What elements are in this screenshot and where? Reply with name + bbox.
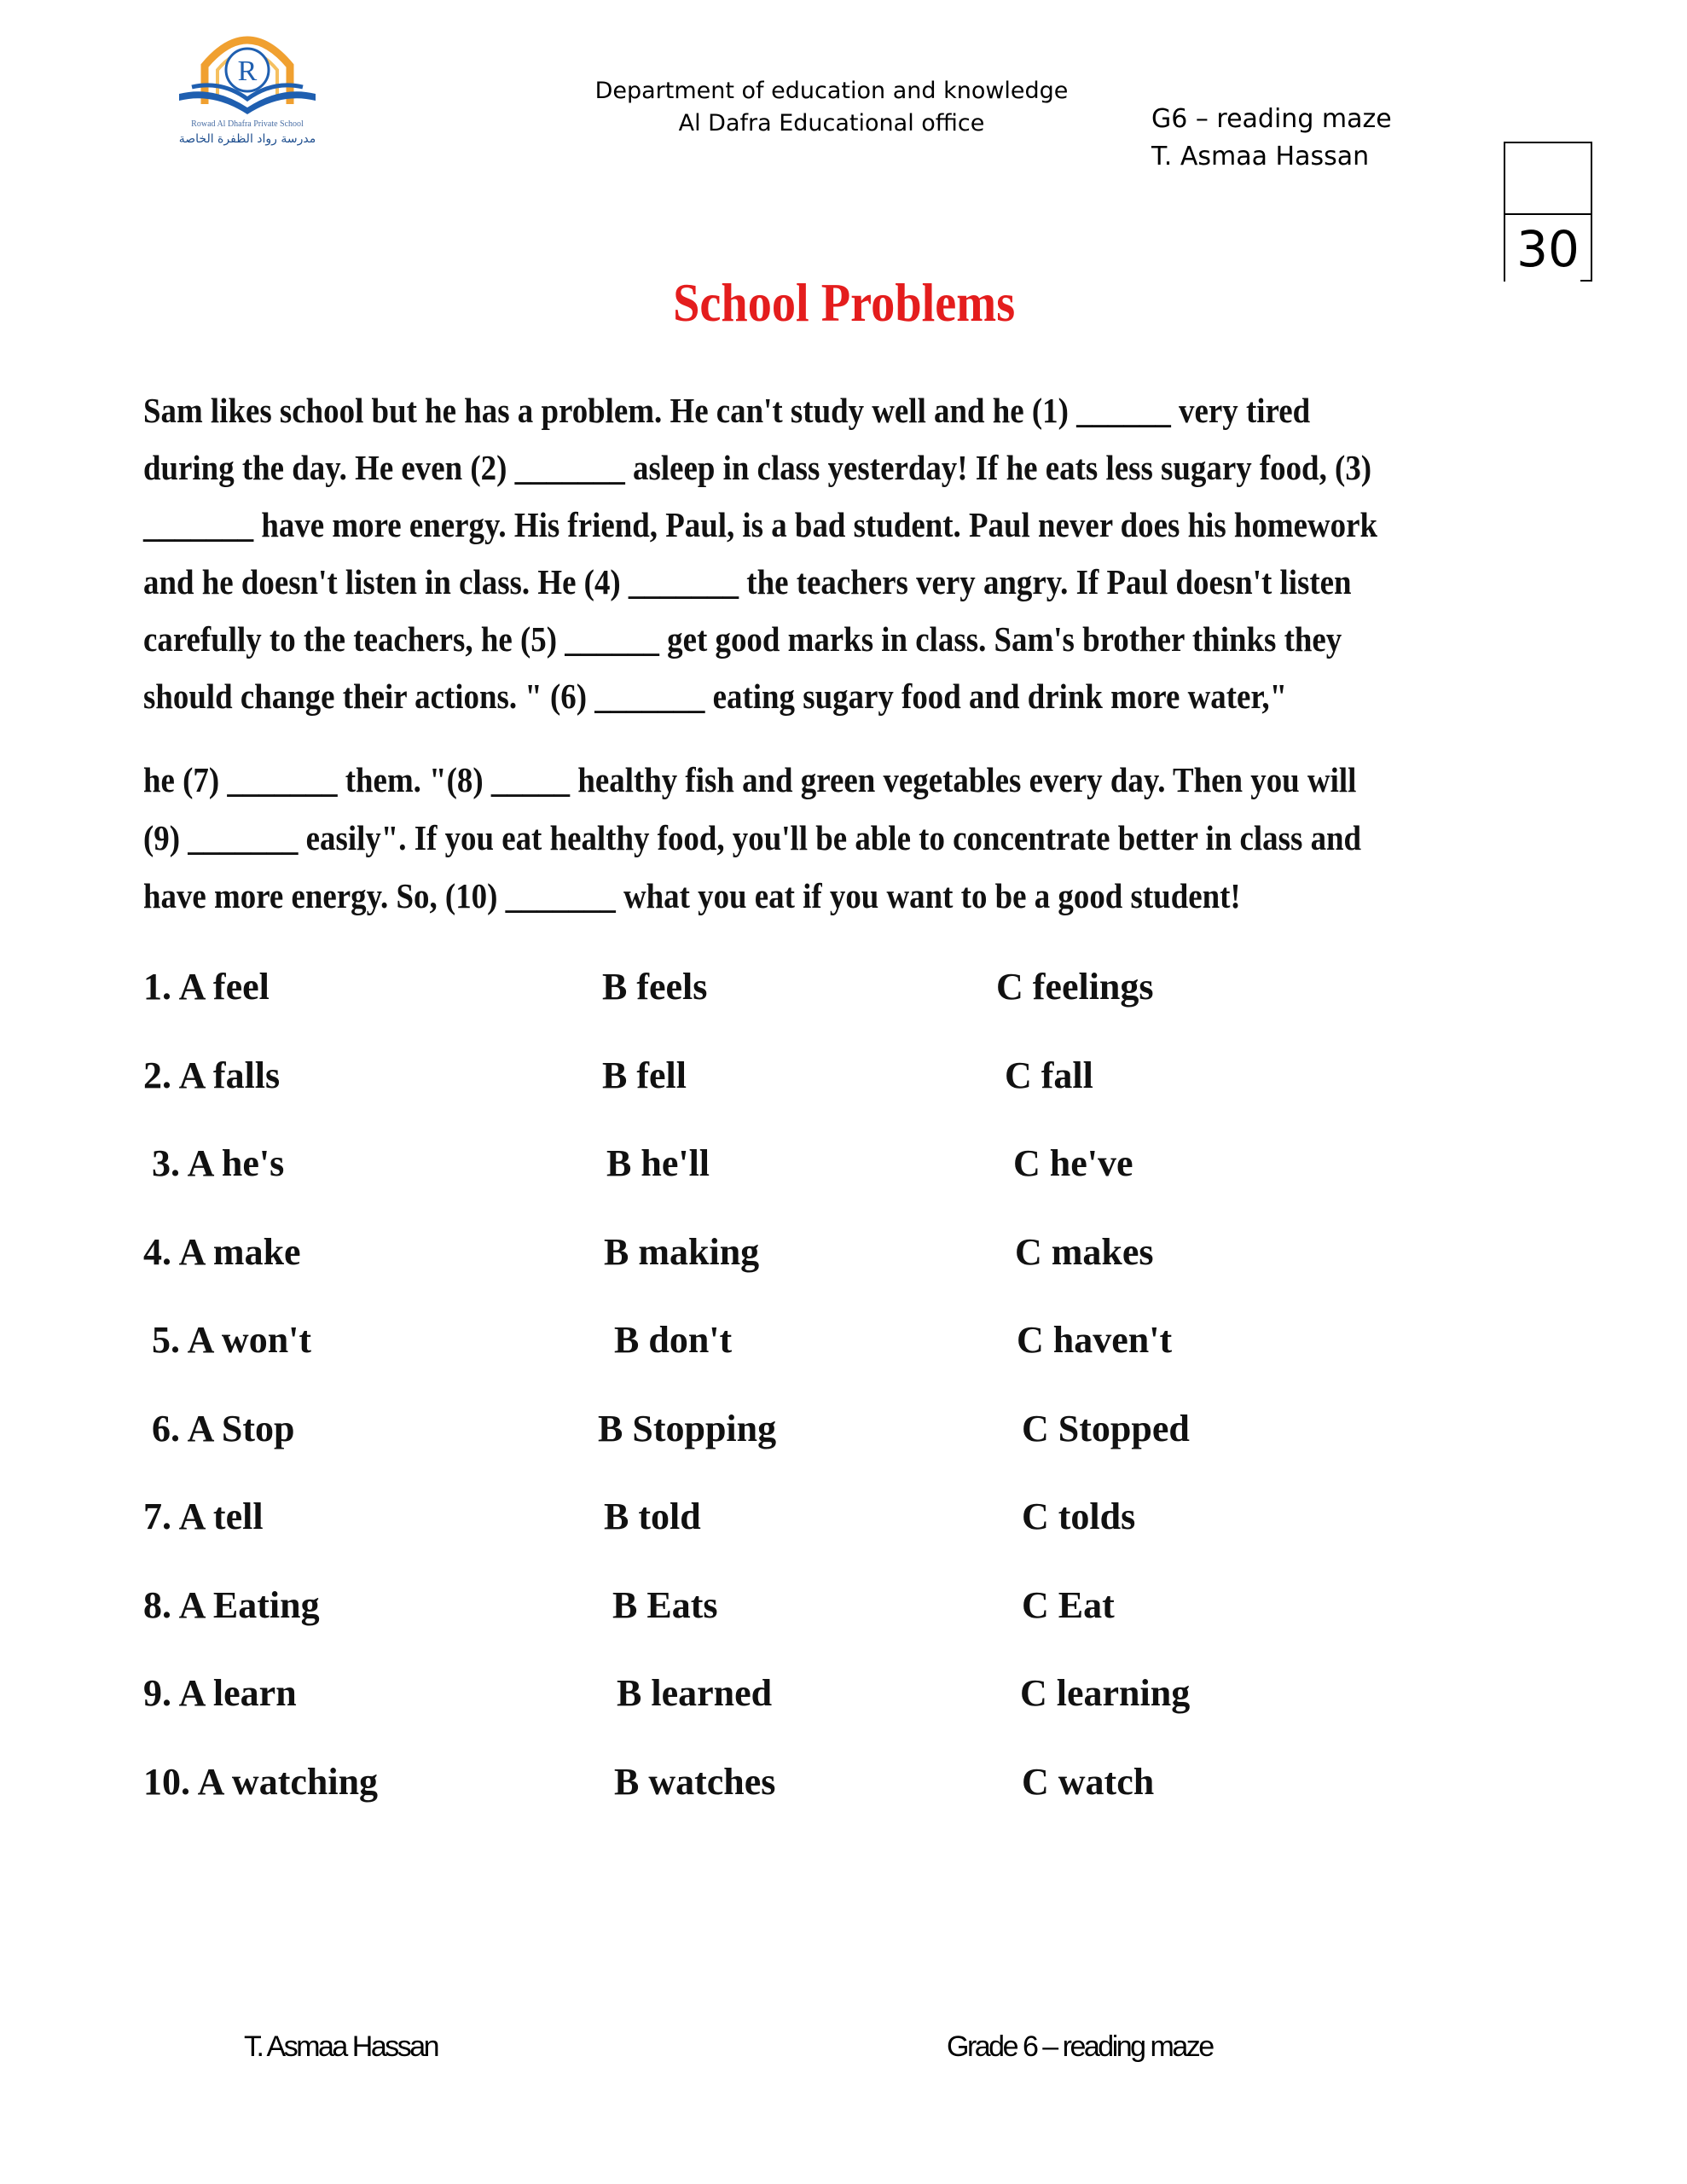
option-b: B don't: [614, 1319, 733, 1361]
option-a: 10. A watching: [143, 1760, 379, 1803]
passage-line: Sam likes school but he has a problem. He can't study well and he (1) ______ very tired: [143, 391, 1311, 430]
option-c: C haven't: [1017, 1319, 1173, 1361]
option-row: [143, 1664, 1423, 1752]
option-a: 1. A feel: [143, 966, 270, 1008]
option-row: [143, 957, 1423, 1046]
option-a: 9. A learn: [143, 1672, 297, 1714]
passage-line: should change their actions. " (6) _______ eating sugary food and drink more water,": [143, 677, 1288, 716]
option-c: C Eat: [1022, 1583, 1115, 1626]
option-c: C watch: [1022, 1760, 1155, 1803]
option-row: [143, 1399, 1423, 1488]
page-title: School Problems: [673, 272, 1016, 333]
option-row: [143, 1046, 1423, 1135]
option-a: 7. A tell: [143, 1496, 264, 1537]
option-c: C learning: [1020, 1672, 1191, 1714]
option-b: B fell: [602, 1054, 687, 1096]
teacher-name: T. Asmaa Hassan: [1151, 142, 1370, 171]
option-b: B making: [604, 1230, 760, 1273]
option-a: 5. A won't: [152, 1319, 312, 1361]
option-c: C makes: [1015, 1230, 1154, 1273]
option-a: 6. A Stop: [152, 1407, 295, 1449]
option-row: [143, 1134, 1423, 1223]
option-b: B feels: [602, 966, 708, 1008]
department-line-2: Al Dafra Educational office: [678, 110, 985, 136]
option-row: [143, 1752, 1423, 1841]
option-b: B watches: [614, 1760, 776, 1803]
option-c: C he've: [1013, 1142, 1133, 1184]
option-b: B Stopping: [598, 1407, 777, 1449]
grade-line-1: G6 – reading maze: [1151, 104, 1392, 134]
passage-line: have more energy. So, (10) _______ what you eat if you want to be a good student!: [143, 876, 1241, 915]
logo-letter: R: [237, 55, 258, 87]
option-row: [143, 1310, 1423, 1399]
logo-name-ar: مدرسة رواد الظفرة الخاصة: [178, 132, 316, 146]
department-line-1: Department of education and knowledge: [594, 78, 1069, 104]
score-value: 30: [1516, 220, 1580, 278]
passage-line: and he doesn't listen in class. He (4) _______ the teachers very angry. If Paul doesn't listen: [143, 562, 1352, 601]
answer-options: [143, 957, 1423, 1840]
option-a: 3. A he's: [152, 1142, 285, 1184]
score-divider: [1504, 213, 1592, 215]
option-b: B he'll: [606, 1142, 710, 1184]
passage-line: _______ have more energy. His friend, Paul, is a bad student. Paul never does his homework: [143, 505, 1378, 544]
option-b: B told: [604, 1496, 701, 1537]
option-c: C Stopped: [1022, 1407, 1190, 1449]
option-c: C feelings: [996, 966, 1154, 1008]
passage-line: (9) _______ easily". If you eat healthy food, you'll be able to concentrate better in class and: [143, 818, 1362, 857]
footer-grade: Grade 6 – reading maze: [947, 2030, 1213, 2063]
option-c: C fall: [1005, 1054, 1093, 1096]
option-a: 2. A falls: [143, 1054, 281, 1096]
school-logo-icon: [171, 19, 324, 121]
option-b: B Eats: [612, 1583, 718, 1626]
option-b: B learned: [617, 1672, 773, 1714]
option-row: [143, 1223, 1423, 1311]
passage-line: during the day. He even (2) _______ asleep in class yesterday! If he eats less sugary food, (3): [143, 448, 1372, 487]
department-heading: [588, 75, 1075, 140]
option-row: [143, 1576, 1423, 1664]
passage-line: he (7) _______ them. "(8) _____ healthy fish and green vegetables every day. Then you will: [143, 760, 1357, 799]
grade-info: [1151, 101, 1392, 176]
option-a: 4. A make: [143, 1230, 301, 1273]
passage-paragraph-2: [143, 751, 1542, 925]
option-a: 8. A Eating: [143, 1583, 320, 1626]
option-row: [143, 1487, 1423, 1576]
footer-teacher: T. Asmaa Hassan: [244, 2030, 438, 2063]
logo-name-en: Rowad Al Dhafra Private School: [191, 119, 304, 129]
option-c: C tolds: [1022, 1496, 1136, 1537]
passage-paragraph-1: [143, 382, 1542, 725]
passage-line: carefully to the teachers, he (5) ______ get good marks in class. Sam's brother thinks they: [143, 619, 1342, 659]
